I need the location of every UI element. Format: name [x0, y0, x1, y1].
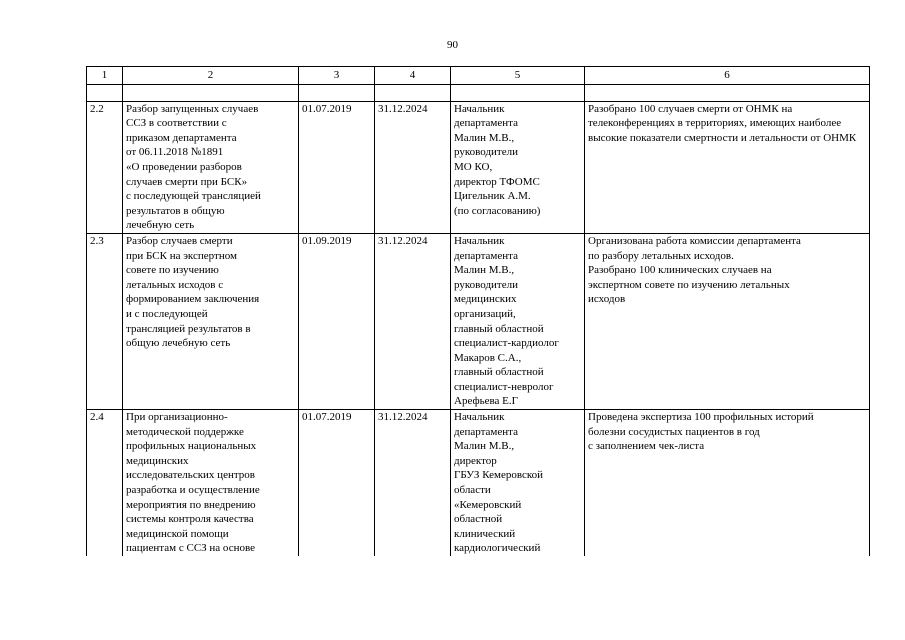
expected-result: Проведена экспертиза 100 профильных историй болезни сосудистых пациентов в год с заполнением чек-листа — [585, 410, 870, 556]
activity-name: Разбор запущенных случаев ССЗ в соответствии с приказом департамента от 06.11.2018 №1891 «О проведении разборов случаев смерти при БСК» с последующей трансляцией результатов в общую лечебную сеть — [123, 101, 299, 233]
end-date: 31.12.2024 — [375, 101, 451, 233]
row-number: 2.2 — [87, 101, 123, 233]
row-number: 2.4 — [87, 410, 123, 556]
expected-result: Разобрано 100 случаев смерти от ОНМК на телеконференциях в территориях, имеющих наиболее высокие показатели смертности и летальности от ОНМК — [585, 101, 870, 233]
activity-name: Разбор случаев смерти при БСК на экспертном совете по изучению летальных исходов с формированием заключения и с последующей трансляцией результатов в общую лечебную сеть — [123, 233, 299, 409]
row-number: 2.3 — [87, 233, 123, 409]
start-date: 01.07.2019 — [299, 410, 375, 556]
table-header-row — [87, 67, 870, 85]
end-date: 31.12.2024 — [375, 410, 451, 556]
table-row — [87, 233, 870, 409]
start-date: 01.09.2019 — [299, 233, 375, 409]
table-row — [87, 410, 870, 556]
page-number: 90 — [447, 39, 458, 51]
responsible-persons: Начальник департамента Малин М.В., руководители медицинских организаций, главный областной специалист-кардиолог Макаров С.А., главный областной специалист-невролог Арефьева Е.Г — [451, 233, 585, 409]
responsible-persons: Начальник департамента Малин М.В., руководители МО КО, директор ТФОМС Цигельник А.М. (по согласованию) — [451, 101, 585, 233]
column-header: 2 — [123, 67, 299, 85]
column-header: 5 — [451, 67, 585, 85]
column-header: 6 — [585, 67, 870, 85]
plan-table — [86, 66, 870, 556]
table-spacer-row — [87, 84, 870, 101]
start-date: 01.07.2019 — [299, 101, 375, 233]
responsible-persons: Начальник департамента Малин М.В., директор ГБУЗ Кемеровской области «Кемеровский областной клинический кардиологический — [451, 410, 585, 556]
column-header: 1 — [87, 67, 123, 85]
column-header: 4 — [375, 67, 451, 85]
expected-result: Организована работа комиссии департамента по разбору летальных исходов. Разобрано 100 клинических случаев на экспертном совете по изучению летальных исходов — [585, 233, 870, 409]
table-row — [87, 101, 870, 233]
end-date: 31.12.2024 — [375, 233, 451, 409]
column-header: 3 — [299, 67, 375, 85]
activity-name: При организационно- методической поддержке профильных национальных медицинских исследовательских центров разработка и осуществление мероприятия по внедрению системы контроля качества медицинской помощи пациентам с ССЗ на основе — [123, 410, 299, 556]
